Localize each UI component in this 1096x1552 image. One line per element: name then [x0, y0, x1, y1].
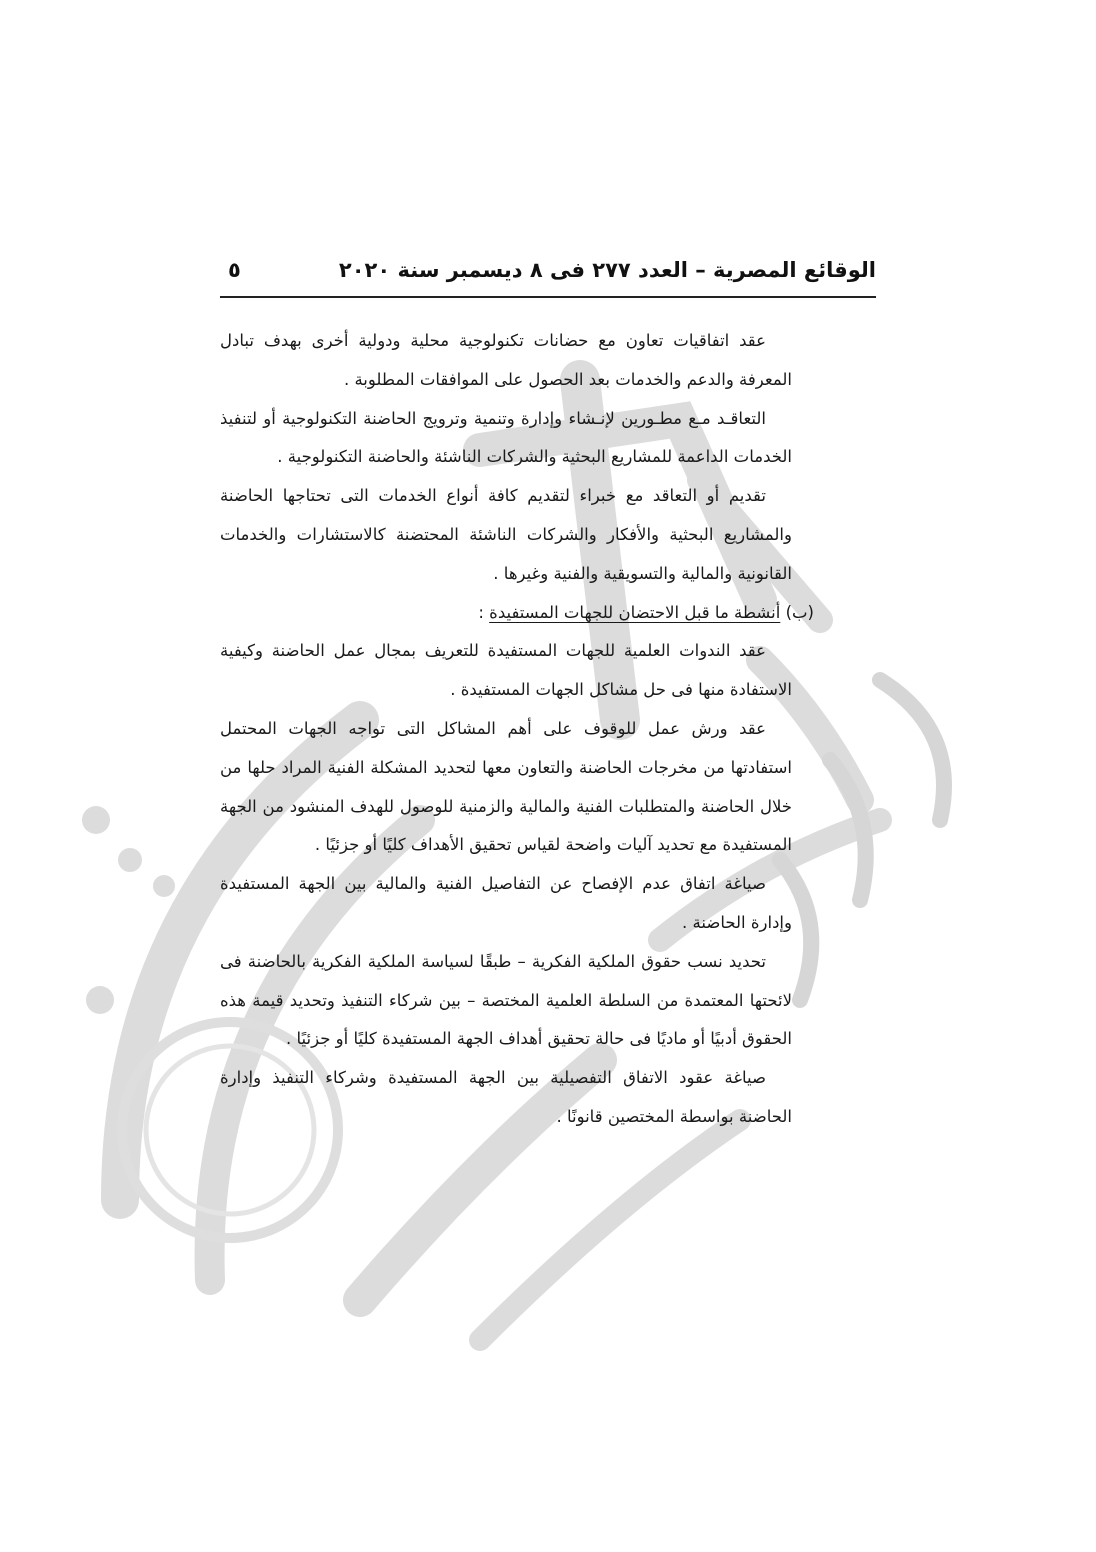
paragraph: صياغة اتفاق عدم الإفصاح عن التفاصيل الفنية والمالية بين الجهة المستفيدة وإدارة الحاضنة . [220, 874, 792, 932]
paragraph: عقد الندوات العلمية للجهات المستفيدة للتعريف بمجال عمل الحاضنة وكيفية الاستفادة منها فى حل مشاكل الجهات المستفيدة . [220, 641, 792, 700]
section-title: أنشطة ما قبل الاحتضان للجهات المستفيدة [489, 602, 781, 622]
paragraph: صياغة عقود الاتفاق التفصيلية بين الجهة المستفيدة وشركاء التنفيذ وإدارة الحاضنة بواسطة المختصين قانونًا . [220, 1068, 792, 1126]
paragraph: عقد اتفاقيات تعاون مع حضانات تكنولوجية محلية ودولية أخرى بهدف تبادل المعرفة والدعم والخدمات بعد الحصول على الموافقات المطلوبة . [220, 331, 792, 389]
document-body [220, 322, 814, 1137]
paragraph: عقد ورش عمل للوقوف على أهم المشاكل التى تواجه الجهات المحتمل استفادتها من مخرجات الحاضنة والتعاون معها لتحديد المشكلة الفنية المراد حلها من خلال الحاضنة والمتطلبات الفنية والمالية والزمنية للوصول للهدف المنشود من الجهة المستفيدة مع تحديد آليات واضحة لقياس تحقيق الأهداف كليًا أو جزئيًا . [220, 718, 792, 855]
paragraph: تقديم أو التعاقد مع خبراء لتقديم كافة أنواع الخدمات التى تحتاجها الحاضنة والمشاريع البحثية والأفكار والشركات الناشئة المحتضنة كالاستشارات والخدمات القانونية والمالية والتسويقية والفنية وغيرها . [220, 486, 792, 583]
page-number: ٥ [228, 258, 241, 282]
page-header [220, 248, 876, 292]
section-suffix: : [478, 602, 490, 622]
header-title: الوقائع المصرية – العدد ٢٧٧ فى ٨ ديسمبر سنة ٢٠٢٠ [338, 258, 876, 282]
paragraph: تحديد نسب حقوق الملكية الفكرية – طبقًا لسياسة الملكية الفكرية بالحاضنة فى لائحتها المعتمدة من السلطة العلمية المختصة – بين شركاء التنفيذ وتحديد قيمة هذه الحقوق أدبيًا أو ماديًا فى حالة تحقيق أهداف الجهة المستفيدة كليًا أو جزئيًا . [220, 951, 792, 1049]
paragraph: التعاقـد مـع مطـورين لإنـشاء وإدارة وتنمية وترويج الحاضنة التكنولوجية أو لتنفيذ الخدمات الداعمة للمشاريع البحثية والشركات الناشئة والحاضنة التكنولوجية . [220, 408, 792, 467]
section-label: (ب) [785, 602, 814, 622]
header-rule [220, 296, 876, 298]
section-heading [220, 594, 814, 633]
